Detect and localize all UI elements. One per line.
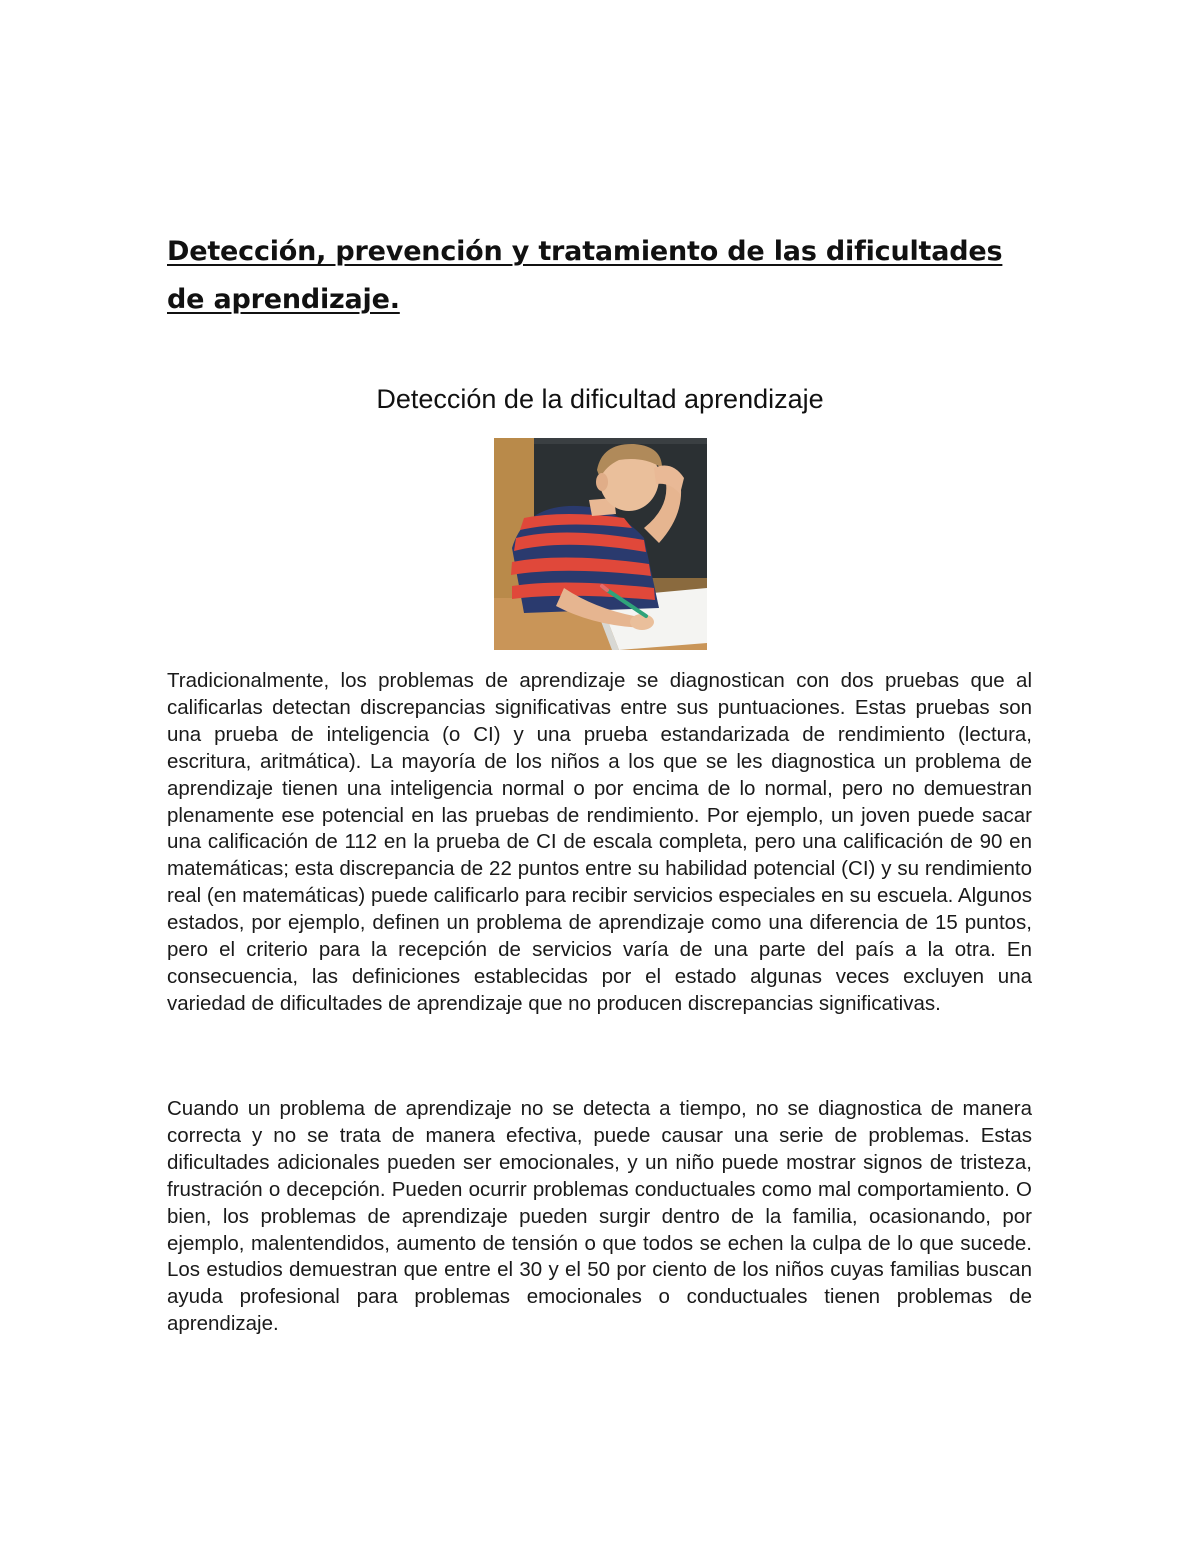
photo-illustration: [494, 438, 707, 650]
paragraph-consequences: Cuando un problema de aprendizaje no se detecta a tiempo, no se diagnostica de manera correcta y no se trata de manera efectiva, puede causar una serie de problemas. Estas dificultades adicionales pueden ser emocionales, y un niño puede mostrar signos de tristeza, frustración o decepción. Pueden ocurrir problemas conductuales como mal comportamiento. O bien, los problemas de aprendizaje pueden surgir dentro de la familia, ocasionando, por ejemplo, malentendidos, aumento de tensión o que todos se echen la culpa de lo que sucede. Los estudios demuestran que entre el 30 y el 50 por ciento de los niños cuyas familias buscan ayuda profesional para problemas emocionales o conductuales tienen problemas de aprendizaje.: [167, 1097, 1032, 1336]
document-title: Detección, prevención y tratamiento de las dificultades de aprendizaje.: [167, 236, 1003, 315]
section-heading: Detección de la dificultad aprendizaje: [376, 384, 824, 414]
paragraph-diagnosis: Tradicionalmente, los problemas de aprendizaje se diagnostican con dos pruebas que al calificarlas detectan discrepancias significativas entre sus puntuaciones. Estas pruebas son una prueba de inteligencia (o CI) y una prueba estandarizada de rendimiento (lectura, escritura, aritmática). La mayoría de los niños a los que se les diagnostica un problema de aprendizaje tienen una inteligencia normal o por encima de lo normal, pero no demuestran plenamente ese potencial en las pruebas de rendimiento. Por ejemplo, un joven puede sacar una calificación de 112 en la prueba de CI de escala completa, pero una calificación de 90 en matemáticas; esta discrepancia de 22 puntos entre su habilidad potencial (CI) y su rendimiento real (en matemáticas) puede calificarlo para recibir servicios especiales en su escuela. Algunos estados, por ejemplo, definen un problema de aprendizaje como una diferencia de 15 puntos, pero el criterio para la recepción de servicios varía de una parte del país a la otra. En consecuencia, las definiciones establecidas por el estado algunas veces excluyen una variedad de dificultades de aprendizaje que no producen discrepancias significativas.: [167, 669, 1032, 1015]
boy-studying-photo: [494, 438, 707, 650]
